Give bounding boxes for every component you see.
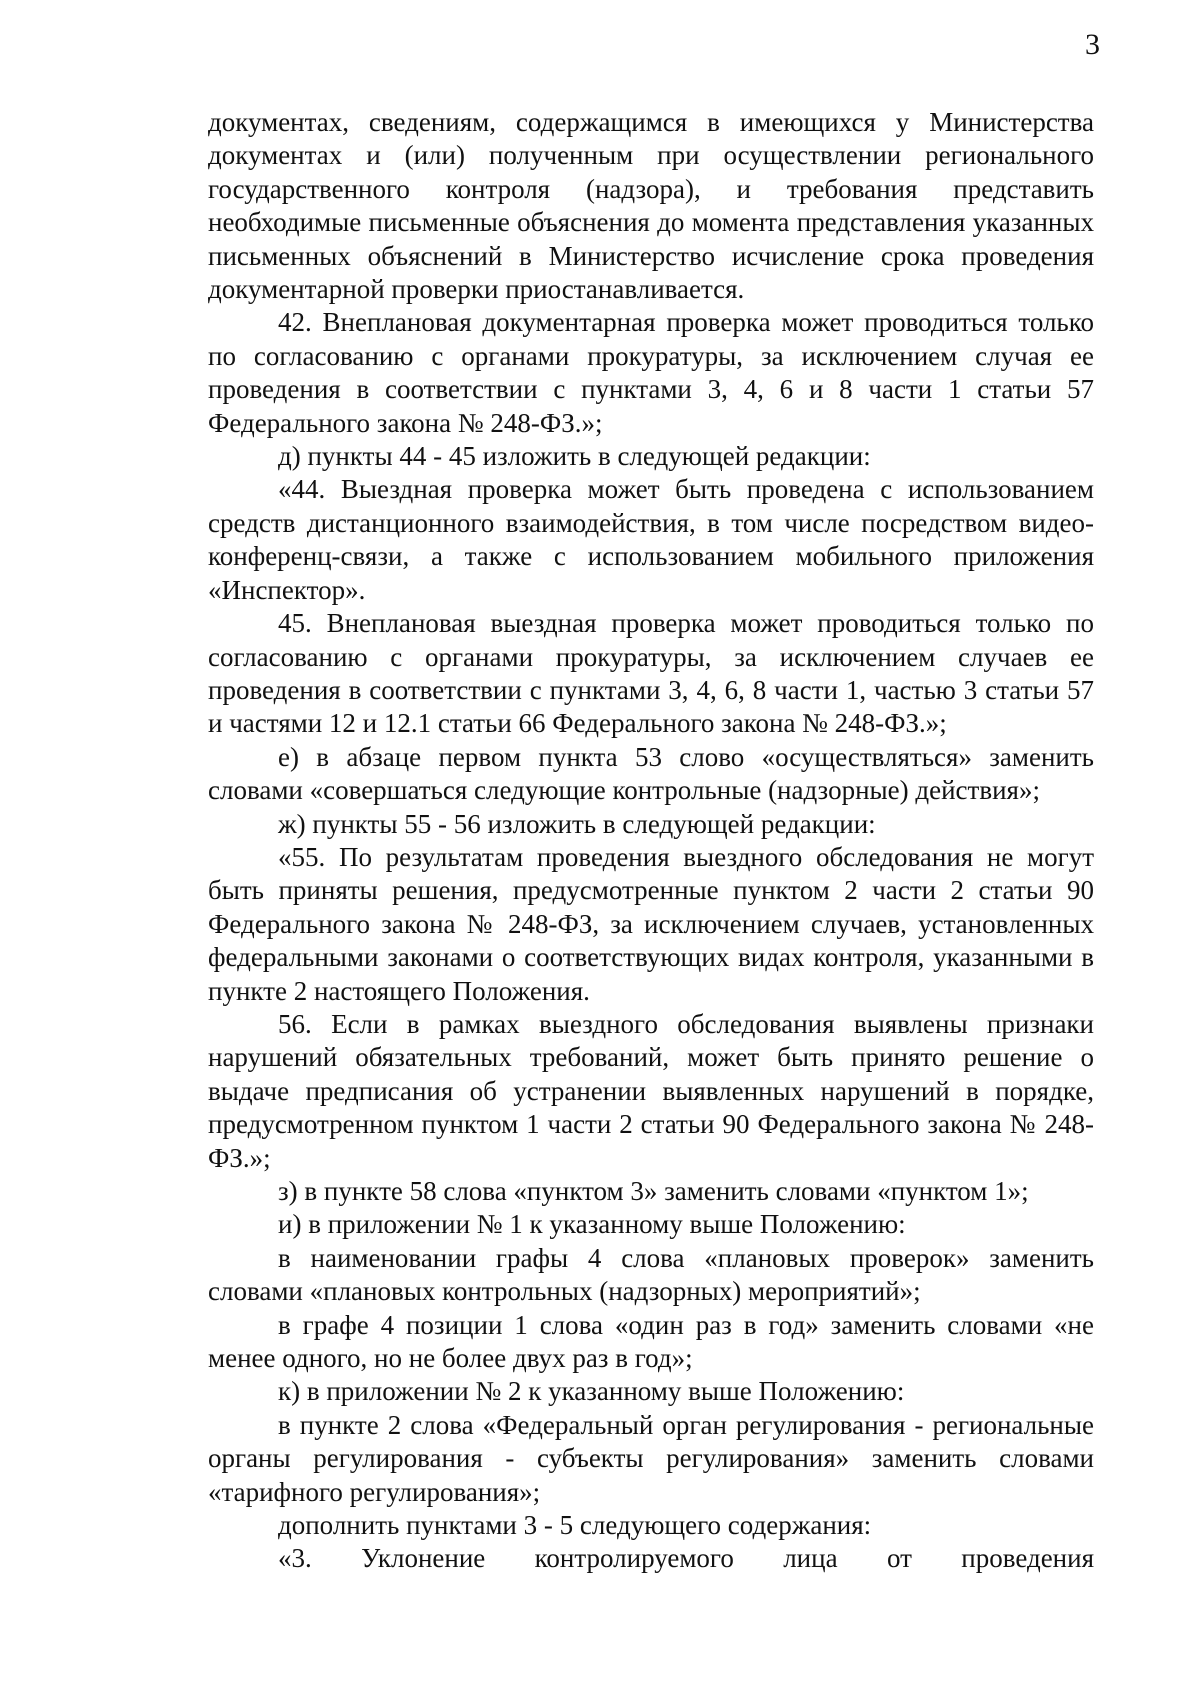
paragraph: документах, сведениям, содержащимся в имеющихся у Министерства документах и (или) полученным при осуществлении регионального государственного контроля (надзора), и требования представить необходимые письменные объяснения до момента представления указанных письменных объяснений в Министерство исчисление срока проведения документарной проверки приостанавливается.	[208, 107, 1094, 305]
paragraph: и) в приложении № 1 к указанному выше Положению:	[278, 1209, 906, 1240]
paragraph: е) в абзаце первом пункта 53 слово «осуществляться» заменить словами «совершаться следующие контрольные (надзорные) действия»;	[208, 741, 1094, 806]
paragraph: 45. Внеплановая выездная проверка может проводиться только по согласованию с органами прокуратуры, за исключением случаев ее проведения в соответствии с пунктами 3, 4, 6, 8 части 1, частью 3 статьи 57 и частями 12 и 12.1 статьи 66 Федерального закона № 248-ФЗ.»;	[208, 608, 1094, 739]
paragraph: з) в пункте 58 слова «пунктом 3» заменить словами «пунктом 1»;	[278, 1176, 1029, 1206]
paragraph: 42. Внеплановая документарная проверка может проводиться только по согласованию с органами прокуратуры, за исключением случая ее проведения в соответствии с пунктами 3, 4, 6 и 8 части 1 статьи 57 Федерального закона № 248-ФЗ.»;	[208, 307, 1094, 438]
paragraph: в наименовании графы 4 слова «плановых проверок» заменить словами «плановых контрольных (надзорных) мероприятий»;	[208, 1242, 1094, 1307]
paragraph: 56. Если в рамках выездного обследования выявлены признаки нарушений обязательных требований, может быть принято решение о выдаче предписания об устранении выявленных нарушений в порядке, предусмотренном пунктом 1 части 2 статьи 90 Федерального закона № 248-ФЗ.»;	[208, 1008, 1094, 1173]
paragraph: «3. Уклонение контролируемого лица от проведения	[278, 1543, 1094, 1574]
paragraph: «44. Выездная проверка может быть проведена с использованием средств дистанционного взаимодействия, в том числе посредством видео-конференц-связи, а также с использованием мобильного приложения «Инспектор».	[208, 474, 1094, 605]
paragraph: «55. По результатам проведения выездного обследования не могут быть приняты решения, предусмотренные пунктом 2 части 2 статьи 90 Федерального закона № 248-ФЗ, за исключением случаев, установленных федеральными законами о соответствующих видах контроля, указанными в пункте 2 настоящего Положения.	[208, 841, 1094, 1006]
paragraph: в пункте 2 слова «Федеральный орган регулирования - региональные органы регулирования - субъекты регулирования» заменить словами «тарифного регулирования»;	[208, 1409, 1094, 1507]
paragraph: к) в приложении № 2 к указанному выше Положению:	[278, 1376, 905, 1407]
paragraph: д) пункты 44 - 45 изложить в следующей редакции:	[278, 441, 871, 472]
paragraph: ж) пункты 55 - 56 изложить в следующей редакции:	[278, 808, 876, 839]
document-body	[208, 106, 1094, 1576]
paragraph: в графе 4 позиции 1 слова «один раз в год» заменить словами «не менее одного, но не более двух раз в год»;	[208, 1309, 1094, 1374]
paragraph: дополнить пунктами 3 - 5 следующего содержания:	[278, 1510, 872, 1541]
page-number: 3	[1085, 28, 1100, 61]
